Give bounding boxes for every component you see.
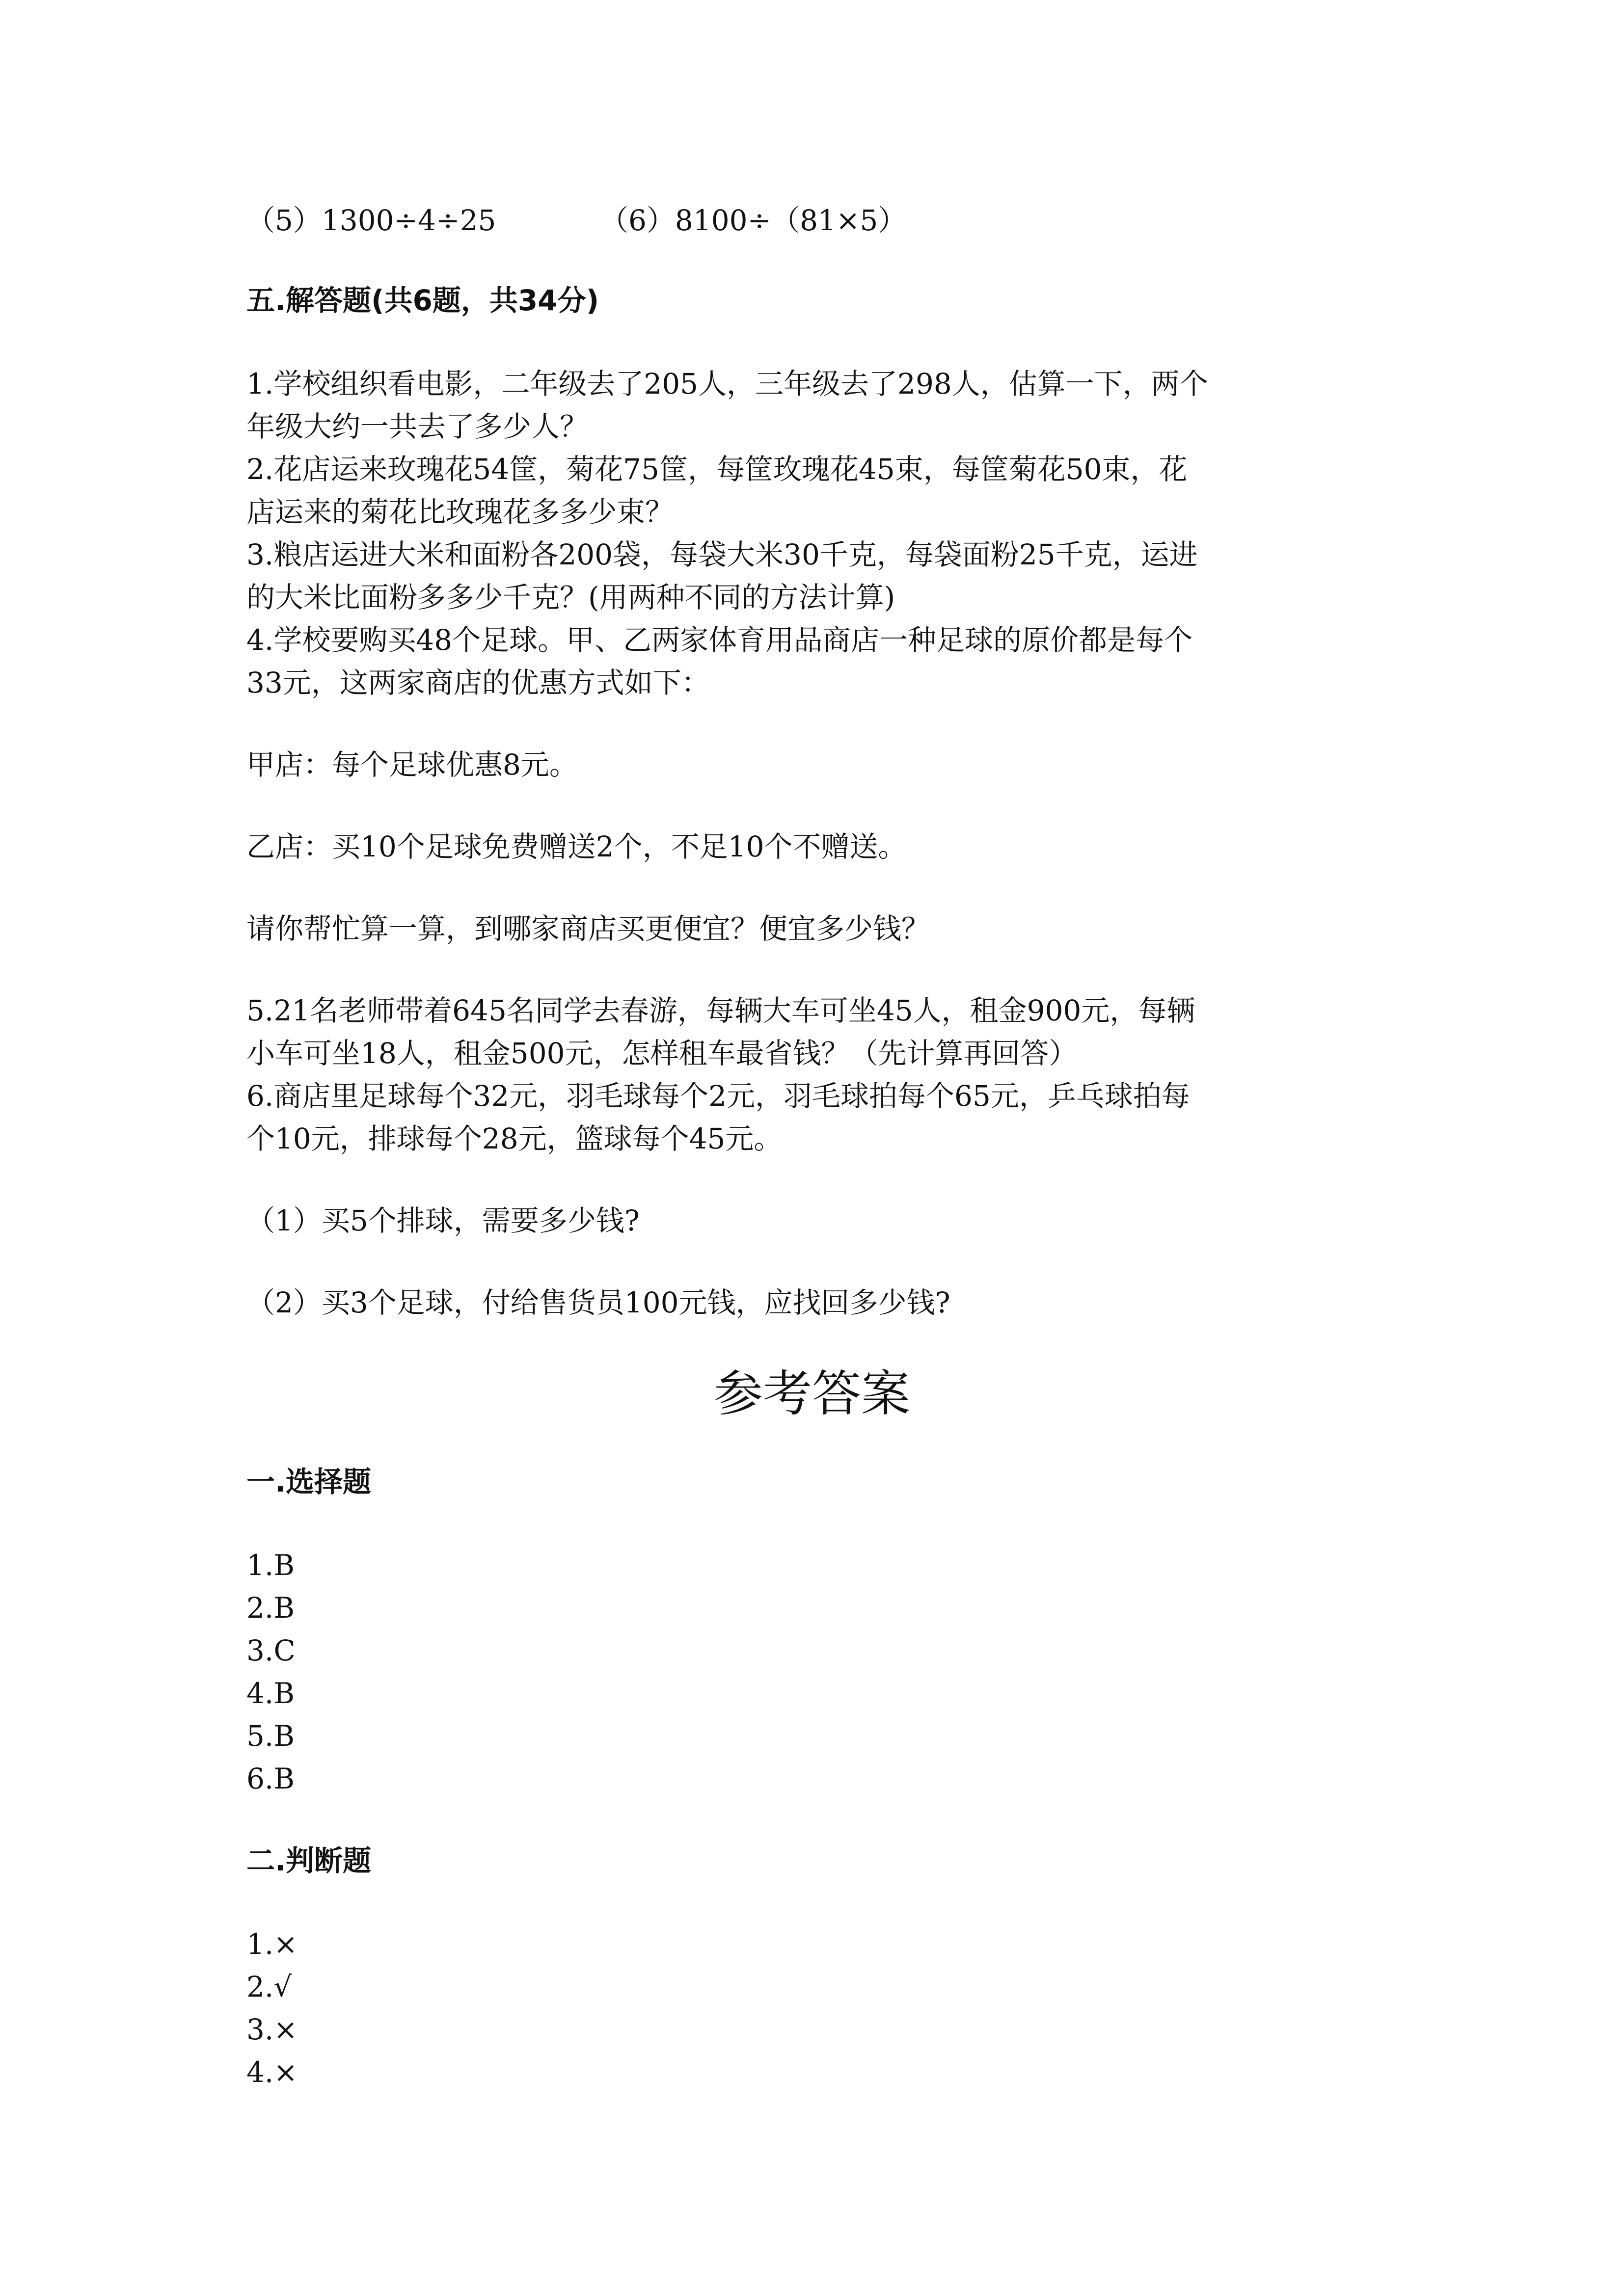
- q6-sub2: （2）买3个足球，付给售货员100元钱，应找回多少钱?: [246, 1286, 950, 1319]
- q4-shop-a: 甲店：每个足球优惠8元。: [246, 748, 578, 781]
- q2-line2: 店运来的菊花比玫瑰花多多少束？: [246, 495, 674, 529]
- answer-2-4: 4.×: [246, 2056, 298, 2089]
- answers-title: 参考答案: [714, 1365, 910, 1422]
- answer-1-5: 5.B: [246, 1719, 295, 1753]
- q5-line1: 5.21名老师带着645名同学去春游，每辆大车可坐45人，租金900元，每辆: [246, 994, 1195, 1027]
- q4-line2: 33元，这两家商店的优惠方式如下：: [246, 666, 710, 699]
- answers-section1-heading: 一.选择题: [246, 1465, 372, 1498]
- q1-line2: 年级大约一共去了多少人？: [246, 410, 589, 443]
- answer-1-1: 1.B: [246, 1548, 295, 1582]
- q4-line1: 4.学校要购买48个足球。甲、乙两家体育用品商店一种足球的原价都是每个: [246, 623, 1193, 657]
- answer-2-2: 2.√: [246, 1970, 292, 2003]
- q1-line1: 1.学校组织看电影，二年级去了205人，三年级去了298人，估算一下，两个: [246, 367, 1208, 400]
- answer-2-1: 1.×: [246, 1927, 298, 1961]
- answers-section2-heading: 二.判断题: [246, 1844, 372, 1877]
- q4-shop-b: 乙店：买10个足球免费赠送2个，不足10个不赠送。: [246, 830, 907, 863]
- computation-item-6: （6）8100÷（81×5）: [600, 204, 907, 237]
- q3-line1: 3.粮店运进大米和面粉各200袋，每袋大米30千克，每袋面粉25千克，运进: [246, 538, 1198, 571]
- q3-line2: 的大米比面粉多多少千克？(用两种不同的方法计算): [246, 581, 895, 614]
- answer-2-3: 3.×: [246, 2013, 298, 2046]
- section5-heading: 五.解答题(共6题，共34分): [246, 284, 599, 317]
- q4-ask: 请你帮忙算一算，到哪家商店买更便宜？便宜多少钱？: [246, 912, 930, 945]
- q2-line1: 2.花店运来玫瑰花54筐，菊花75筐，每筐玫瑰花45束，每筐菊花50束，花: [246, 453, 1188, 486]
- answer-1-6: 6.B: [246, 1762, 295, 1795]
- answer-1-3: 3.C: [246, 1634, 296, 1667]
- q6-line2: 个10元，排球每个28元，篮球每个45元。: [246, 1122, 783, 1155]
- answer-1-2: 2.B: [246, 1591, 295, 1625]
- q6-sub1: （1）买5个排球，需要多少钱?: [246, 1204, 640, 1237]
- answer-1-4: 4.B: [246, 1677, 295, 1710]
- q6-line1: 6.商店里足球每个32元，羽毛球每个2元，羽毛球拍每个65元，乒乓球拍每: [246, 1079, 1190, 1113]
- q5-line2: 小车可坐18人，租金500元，怎样租车最省钱？（先计算再回答）: [246, 1037, 1078, 1070]
- computation-item-5: （5）1300÷4÷25: [246, 204, 496, 237]
